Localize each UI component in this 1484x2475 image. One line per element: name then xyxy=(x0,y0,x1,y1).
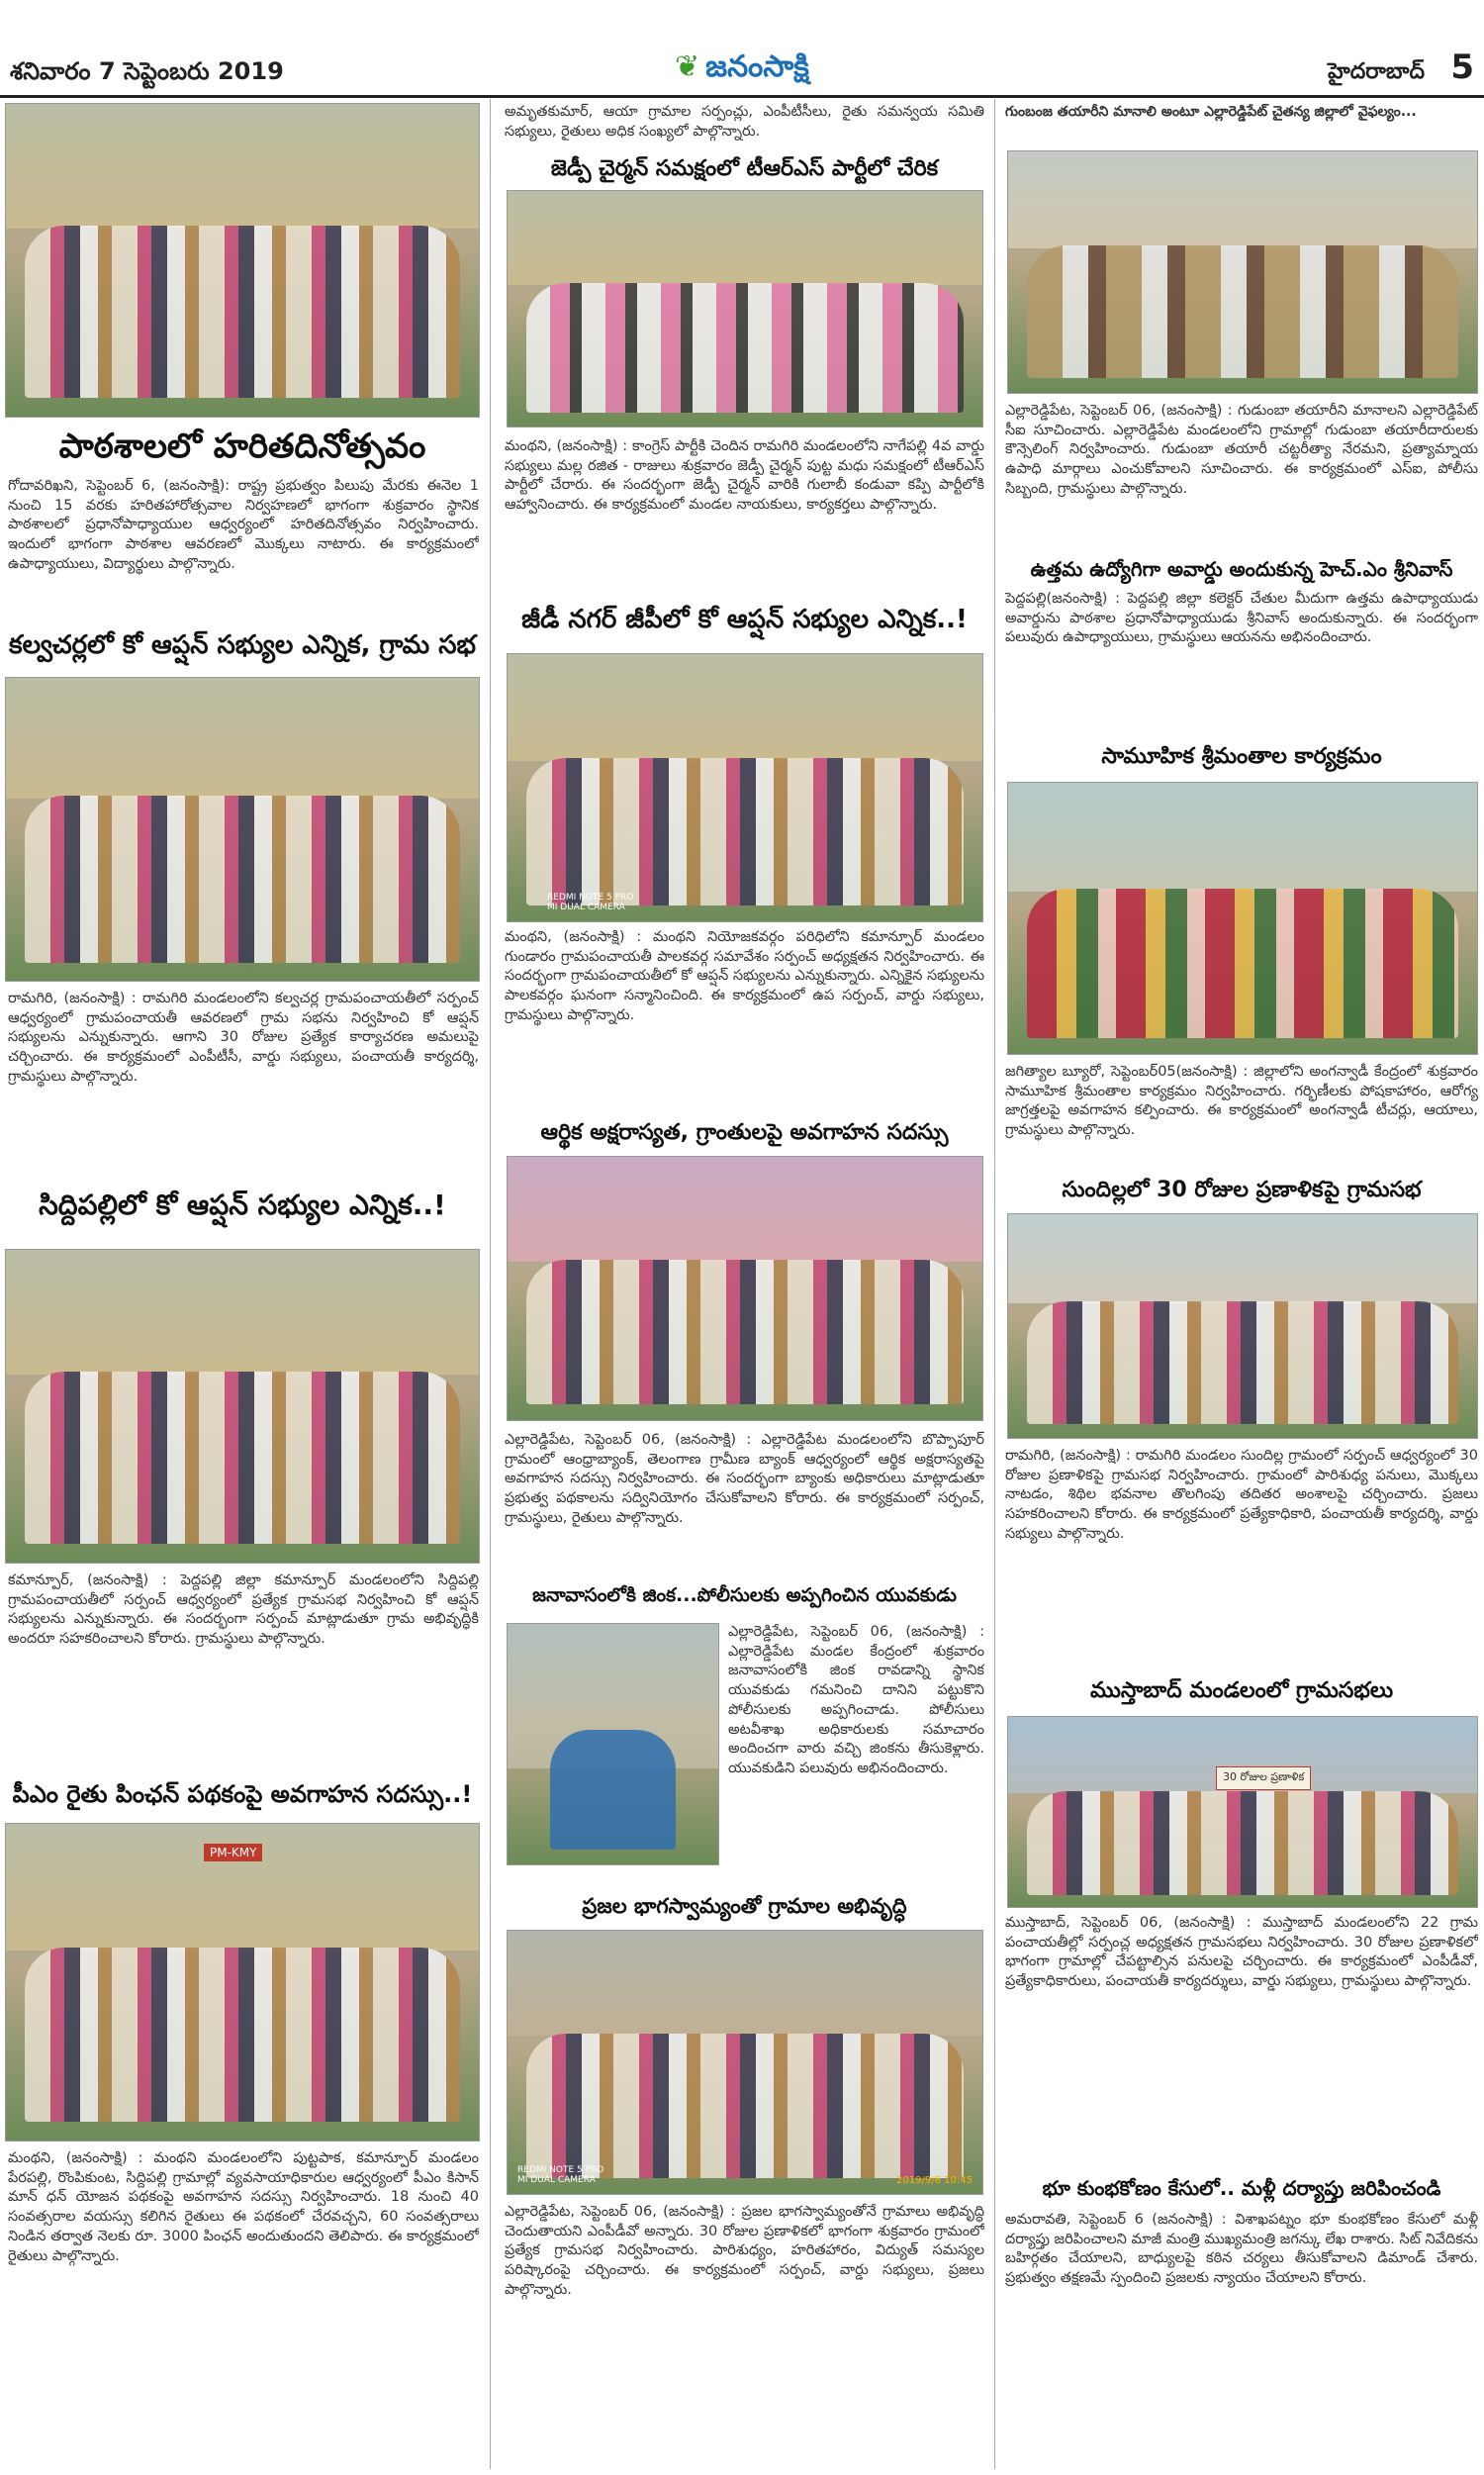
body-trs: మంథని, (జనంసాక్షి) : కాంగ్రెస్ పార్టీకి చెందిన రామగిరి మండలంలోని నాగేపల్లి 4వ వార్డు సభ్యులు మల్ల రజిత - రాజులు శుక్రవారం జెడ్పీ చైర్మన్ పుట్ట మధు సమక్షంలో టీఆర్ఎస్ పార్టీలో చేరారు. ఈ సందర్భంగా జెడ్పీ చైర్మన్ వారికి గులాబీ కండువా కప్పి పార్టీలోకి ఆహ్వానించారు. ఈ కార్యక్రమంలో మండల నాయకులు, కార్యకర్తలు పాల్గొన్నారు. xyxy=(505,438,984,514)
watermark-prajala: REDMI NOTE 5 PRO MI DUAL CAMERA xyxy=(517,2165,604,2186)
headline-trs: జెడ్పీ చైర్మన్ సమక్షంలో టీఆర్ఎస్ పార్టీలో చేరిక xyxy=(550,156,939,181)
photo-mustabad xyxy=(1007,1716,1478,1908)
photo-sundilla xyxy=(1007,1213,1478,1439)
body-janasamajam: ఎల్లారెడ్డిపేట, సెప్టెంబర్ 06, (జనంసాక్షి) : ఎల్లారెడ్డిపేట మండల కేంద్రంలో శుక్రవారం జనావాసంలోకి జింక రావడాన్ని స్థానిక యువకుడు గమనించి దానిని పట్టుకొని పోలీసులకు అప్పగించాడు. పోలీసులు అటవీశాఖ అధికారులకు సమాచారం అందించగా వారు వచ్చి జింకను తీసుకెళ్లారు. యువకుడిని పలువురు అభినందించారు. xyxy=(728,1624,984,1777)
headline-jd-nagar: జీడీ నగర్ జీపీలో కో ఆప్షన్ సభ్యుల ఎన్నిక..! xyxy=(521,605,968,634)
masthead-city: హైదరాబాద్ xyxy=(1328,59,1425,84)
body-gumbaji: ఎల్లారెడ్డిపేట, సెప్టెంబర్ 06, (జనంసాక్షి) : గుడుంబా తయారీని మానాలని ఎల్లారెడ్డిపేట్ సీఐ సూచించారు. ఎల్లారెడ్డిపేట మండలంలోని గ్రామాల్లో గుడుంబా తయారీదారులకు కౌన్సెలింగ్ నిర్వహించారు. గుడుంబా తయారీ చట్టరీత్యా నేరమని, ప్రత్యామ్నాయ ఉపాధి మార్గాలు ఎంచుకోవాలని సూచించారు. ఈ కార్యక్రమంలో ఎస్ఐ, పోలీసు సిబ్బంది, గ్రామస్థులు పాల్గొన్నారు. xyxy=(1005,403,1478,497)
masthead-rule xyxy=(0,95,1484,98)
headline-janasamajam: జనావాసంలోకి జింక...పోలీసులకు అప్పగించిన యువకుడు xyxy=(532,1584,957,1606)
column-divider xyxy=(994,99,995,2469)
body-mustabad: ముస్తాబాద్, సెప్టెంబర్ 06, (జనంసాక్షి) : ముస్తాబాద్ మండలంలోని 22 గ్రామ పంచాయతీల్లో సర్పంచ్ల అధ్యక్షతన గ్రామసభలు నిర్వహించారు. 30 రోజుల ప్రణాళికలో భాగంగా గ్రామాల్లో చేపట్టాల్సిన పనులపై చర్చించారు. ఈ కార్యక్రమంలో ఎంపీడీవో, ప్రత్యేకాధికారులు, పంచాయతీ కార్యదర్శులు, వార్డు సభ్యులు, గ్రామస్థులు పాల్గొన్నారు. xyxy=(1005,1915,1478,1990)
photo-school-plantation xyxy=(5,103,480,418)
photo-jd-nagar xyxy=(507,653,983,922)
body-prajala: ఎల్లారెడ్డిపేట, సెప్టెంబర్ 06, (జనంసాక్షి) : ప్రజల భాగస్వామ్యంతోనే గ్రామాలు అభివృద్ధి చెందుతాయని ఎంపీడీవో అన్నారు. 30 రోజుల ప్రణాళికలో భాగంగా శుక్రవారం గ్రామంలో ప్రత్యేక గ్రామసభ నిర్వహించారు. పారిశుధ్యం, హరితహారం, విద్యుత్ సమస్యల పరిష్కారంపై చర్చించారు. ఈ కార్యక్రమంలో సర్పంచ్, వార్డు సభ్యులు, ప్రజలు పాల్గొన్నారు. xyxy=(505,2204,984,2298)
gumbaji-top: గుంబంజ తయారీని మానాలి అంటూ ఎల్లారెడ్డిపేట్ చైతన్య జిల్లాలో వైఫల్యం... xyxy=(1005,104,1417,120)
watermark-jd: REDMI NOTE 5 PRO MI DUAL CAMERA xyxy=(547,893,634,913)
headline-bhoo: భూ కుంభకోణం కేసులో.. మళ్లీ దర్యాప్తు జరిపించండి xyxy=(1042,2176,1441,2200)
photo-siddipalli xyxy=(5,1249,480,1564)
headline-prajala: ప్రజల భాగస్వామ్యంతో గ్రామాల అభివృద్ధి xyxy=(582,1894,907,1918)
body-siddipalli: కమాన్పూర్, (జనంసాక్షి) : పెద్దపల్లి జిల్లా కమాన్పూర్ మండలంలోని సిద్దిపల్లి గ్రామపంచాయతీలో సర్పంచ్ ఆధ్వర్యంలో ప్రత్యేక గ్రామసభ నిర్వహించి కో ఆప్షన్ సభ్యులను ఎన్నుకున్నారు. ఈ సందర్భంగా సర్పంచ్ మాట్లాడుతూ గ్రామ అభివృద్ధికి అందరూ సహకరించాలని కోరారు. గ్రామస్థులు పాల్గొన్నారు. xyxy=(8,1572,479,1648)
column-divider xyxy=(490,99,491,2469)
headline-haritha: పాఠశాలలో హరితదినోత్సవం xyxy=(58,427,426,466)
headline-mustabad: ముస్తాబాద్ మండలంలో గ్రామసభలు xyxy=(1089,1678,1394,1703)
headline-siddipalli: సిద్దిపల్లిలో కో ఆప్షన్ సభ్యుల ఎన్నిక..! xyxy=(39,1189,446,1221)
headline-kalvacharla: కల్వచర్లలో కో ఆప్షన్ సభ్యుల ఎన్నిక, గ్రామ సభ xyxy=(9,630,476,660)
body-jd-nagar: మంథని, (జనంసాక్షి) : మంథని నియోజకవర్గం పరిధిలోని కమాన్పూర్ మండలం గుండారం గ్రామపంచాయతీ పాలకవర్గ సమావేశం సర్పంచ్ అధ్యక్షతన నిర్వహించారు. ఈ సందర్భంగా గ్రామపంచాయతీలో కో ఆప్షన్ సభ్యులను ఎన్నుకున్నారు. ఎన్నికైన సభ్యులను పాలకవర్గం ఘనంగా సన్మానించింది. ఈ కార్యక్రమంలో ఉప సర్పంచ్, వార్డు సభ్యులు, గ్రామస్థులు పాల్గొన్నారు. xyxy=(505,929,984,1023)
headline-uttama: ఉత్తమ ఉద్యోగిగా అవార్డు అందుకున్న హెచ్.ఎం శ్రీనివాస్ xyxy=(1030,557,1453,581)
body-financial: ఎల్లారెడ్డిపేట, సెప్టెంబర్ 06, (జనంసాక్షి) : ఎల్లారెడ్డిపేట మండలంలోని బొప్పాపూర్ గ్రామంలో ఆంధ్రాబ్యాంక్, తెలంగాణ గ్రామీణ బ్యాంక్ ఆధ్వర్యంలో ఆర్థిక అక్షరాస్యతపై అవగాహన సదస్సు నిర్వహించారు. ఈ సందర్భంగా బ్యాంకు అధికారులు మాట్లాడుతూ ప్రభుత్వ పథకాలను సద్వినియోగం చేసుకోవాలని కోరారు. ఈ కార్యక్రమంలో సర్పంచ్, గ్రామస్థులు, రైతులు పాల్గొన్నారు. xyxy=(505,1432,984,1526)
timestamp-prajala: 2019/9/6 10:45 xyxy=(896,2175,973,2186)
photo-trs-join xyxy=(507,190,983,428)
banner-mustabad: 30 రోజుల ప్రణాళిక xyxy=(1216,1766,1311,1790)
photo-prajala xyxy=(507,1930,983,2195)
photo-gumbaji xyxy=(1007,150,1478,394)
body-haritha: గోదావరిఖని, సెప్టెంబర్ 6, (జనంసాక్షి): రాష్ట్ర ప్రభుత్వం పిలుపు మేరకు ఈనెల 1 నుంచి 15 వరకు హరితహారోత్సవాల నిర్వహణలో భాగంగా శుక్రవారం స్థానిక పాఠశాలలో ప్రధానోపాధ్యాయుల ఆధ్వర్యంలో హరితదినోత్సవం నిర్వహించారు. ఇందులో భాగంగా పాఠశాల ఆవరణలో మొక్కలు నాటారు. ఈ కార్యక్రమంలో ఉపాధ్యాయులు, విద్యార్థులు పాల్గొన్నారు. xyxy=(8,478,479,572)
body-bhoo: అమరావతి, సెప్టెంబర్ 6 (జనంసాక్షి) : విశాఖపట్నం భూ కుంభకోణం కేసులో మళ్లీ దర్యాప్తు జరిపించాలని మాజీ మంత్రి ముఖ్యమంత్రి జగన్కు లేఖ రాశారు. సిట్ నివేదికను బహిర్గతం చేయాలని, బాధ్యులపై కఠిన చర్యలు తీసుకోవాలని డిమాండ్ చేశారు. ప్రభుత్వం తక్షణమే స్పందించి ప్రజలకు న్యాయం చేయాలని కోరారు. xyxy=(1005,2212,1478,2287)
photo-pm-kisan xyxy=(5,1823,480,2142)
body-uttama: పెద్దపల్లి(జనంసాక్షి) : పెద్దపల్లి జిల్లా కలెక్టర్ చేతుల మీదుగా ఉత్తమ ఉపాధ్యాయుడు అవార్డును పాఠశాల ప్రధానోపాధ్యాయుడు శ్రీనివాస్ అందుకున్నారు. ఈ సందర్భంగా పలువురు ఉపాధ్యాయులు, గ్రామస్థులు ఆయనను అభినందించారు. xyxy=(1005,591,1478,646)
masthead-logo xyxy=(0,49,1484,91)
masthead-date: శనివారం 7 సెప్టెంబరు 2019 xyxy=(10,57,284,85)
page-number: 5 xyxy=(1450,48,1474,87)
headline-financial: ఆర్థిక అక్షరాస్యత, గ్రాంతులపై అవగాహన సదస్సు xyxy=(540,1120,949,1145)
body-trs-top: అమృతకుమార్, ఆయా గ్రామాల సర్పంచ్లు, ఎంపీటీసీలు, రైతు సమన్వయ సమితి సభ్యులు, రైతులు అధిక సంఖ్యలో పాల్గొన్నారు. xyxy=(505,104,984,140)
photo-seemantham xyxy=(1007,782,1478,1055)
masthead-logo-text: జనంసాక్షి xyxy=(705,49,809,84)
body-sundilla: రామగిరి, (జనంసాక్షి) : రామగిరి మండలం సుందిల్ల గ్రామంలో సర్పంచ్ ఆధ్వర్యంలో 30 రోజుల ప్రణాళికపై గ్రామసభ నిర్వహించారు. గ్రామంలో పారిశుధ్య పనులు, మొక్కలు నాటడం, శిథిల భవనాల తొలగింపు తదితర అంశాలపై చర్చించారు. ప్రజలు సహకరించాలని కోరారు. ఈ కార్యక్రమంలో ప్రత్యేకాధికారి, పంచాయతీ కార్యదర్శి, వార్డు సభ్యులు పాల్గొన్నారు. xyxy=(1005,1448,1478,1542)
photo-financial xyxy=(507,1156,983,1421)
leaf-icon: ❦ xyxy=(675,49,700,84)
headline-sundilla: సుందిల్లలో 30 రోజుల ప్రణాళికపై గ్రామసభ xyxy=(1062,1178,1422,1202)
banner-pm: PM-KMY xyxy=(204,1844,262,1861)
photo-deer xyxy=(507,1623,719,1865)
photo-kalvacharla xyxy=(5,677,480,982)
headline-pm-kisan: పీఎం రైతు పింఛన్ పథకంపై అవగాహన సదస్సు..! xyxy=(12,1780,473,1808)
body-kalvacharla: రామగిరి, (జనంసాక్షి) : రామగిరి మండలంలోని కల్వచర్ల గ్రామపంచాయతీలో సర్పంచ్ ఆధ్వర్యంలో గ్రామపంచాయతీ ఆవరణలో గ్రామ సభను నిర్వహించి కో ఆప్షన్ సభ్యులను ఎన్నుకున్నారు. ఆగాని 30 రోజుల ప్రత్యేక కార్యాచరణ అమలుపై చర్చించారు. ఈ కార్యక్రమంలో ఎంపీటీసీ, వార్డు సభ్యులు, పంచాయతీ కార్యదర్శి, గ్రామస్థులు పాల్గొన్నారు. xyxy=(8,991,479,1085)
body-seemantham: జగిత్యాల బ్యూరో, సెప్టెంబర్05(జనంసాక్షి) : జిల్లాలోని అంగన్వాడీ కేంద్రంలో శుక్రవారం సామూహిక శ్రీమంతాల కార్యక్రమం నిర్వహించారు. గర్భిణీలకు పోషకాహారం, ఆరోగ్య జాగ్రత్తలపై అవగాహన కల్పించారు. ఈ కార్యక్రమంలో అంగన్వాడీ టీచర్లు, ఆయాలు, గ్రామస్థులు పాల్గొన్నారు. xyxy=(1005,1064,1478,1139)
body-pm-kisan: మంథని, (జనంసాక్షి) : మంథని మండలంలోని పుట్టపాక, కమాన్పూర్ మండలం పేరపల్లి, రొంపికుంట, సిద్దిపల్లి గ్రామాల్లో వ్యవసాయాధికారుల ఆధ్వర్యంలో పీఎం కిసాన్ మాన్ ధన్ యోజన పథకంపై అవగాహన సదస్సు నిర్వహించారు. 18 నుంచి 40 సంవత్సరాల వయస్సు కలిగిన రైతులు ఈ పథకంలో చేరవచ్చని, 60 సంవత్సరాలు నిండిన తర్వాత నెలకు రూ. 3000 పింఛన్ అందుతుందని తెలిపారు. ఈ కార్యక్రమంలో రైతులు పాల్గొన్నారు. xyxy=(8,2150,479,2264)
headline-seemantham: సామూహిక శ్రీమంతాల కార్యక్రమం xyxy=(1101,744,1382,769)
